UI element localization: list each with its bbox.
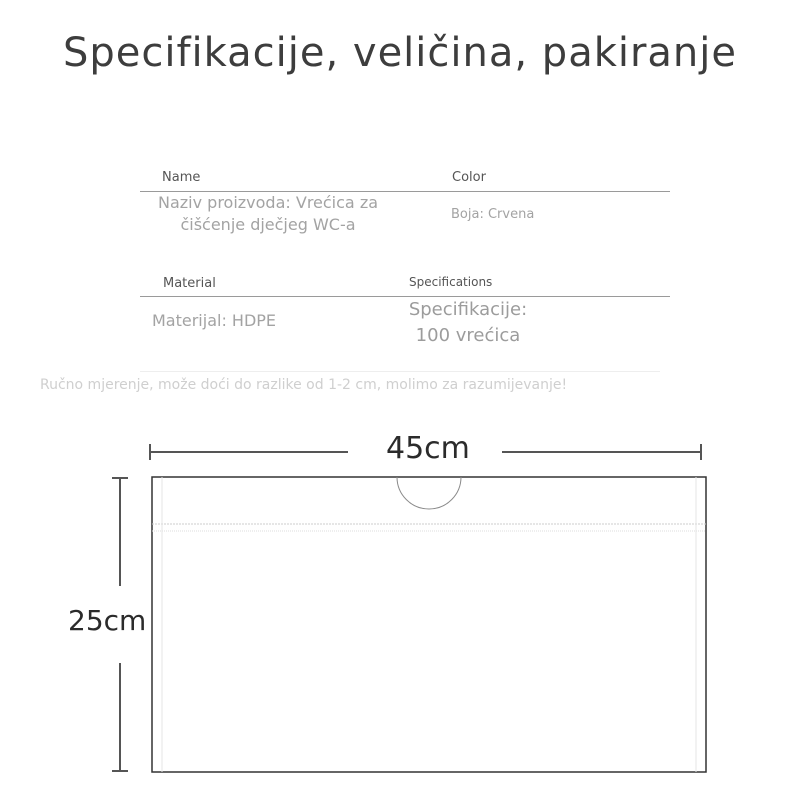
width-label: 45cm — [386, 431, 470, 466]
material-header: Material — [163, 276, 216, 291]
name-value-line2: čišćenje dječjeg WC-a — [180, 215, 356, 234]
name-value-line1: Naziv proizvoda: Vrećica za — [157, 193, 379, 212]
material-value: Materijal: HDPE — [152, 311, 277, 330]
measurement-note: Ručno mjerenje, može doći do razlike od 1-2 cm, molimo za razumijevanje! — [40, 377, 568, 393]
page-title: Specifikacije, veličina, pakiranje — [62, 30, 738, 76]
color-value: Boja: Crvena — [451, 207, 535, 222]
specifications-value-line2: 100 vrećica — [415, 325, 521, 346]
specifications-value-line1: Specifikacije: — [408, 299, 528, 320]
color-header: Color — [452, 170, 486, 185]
height-label: 25cm — [68, 604, 147, 637]
name-header: Name — [162, 170, 201, 185]
specifications-header: Specifications — [409, 275, 493, 289]
bag-outline — [152, 477, 706, 772]
